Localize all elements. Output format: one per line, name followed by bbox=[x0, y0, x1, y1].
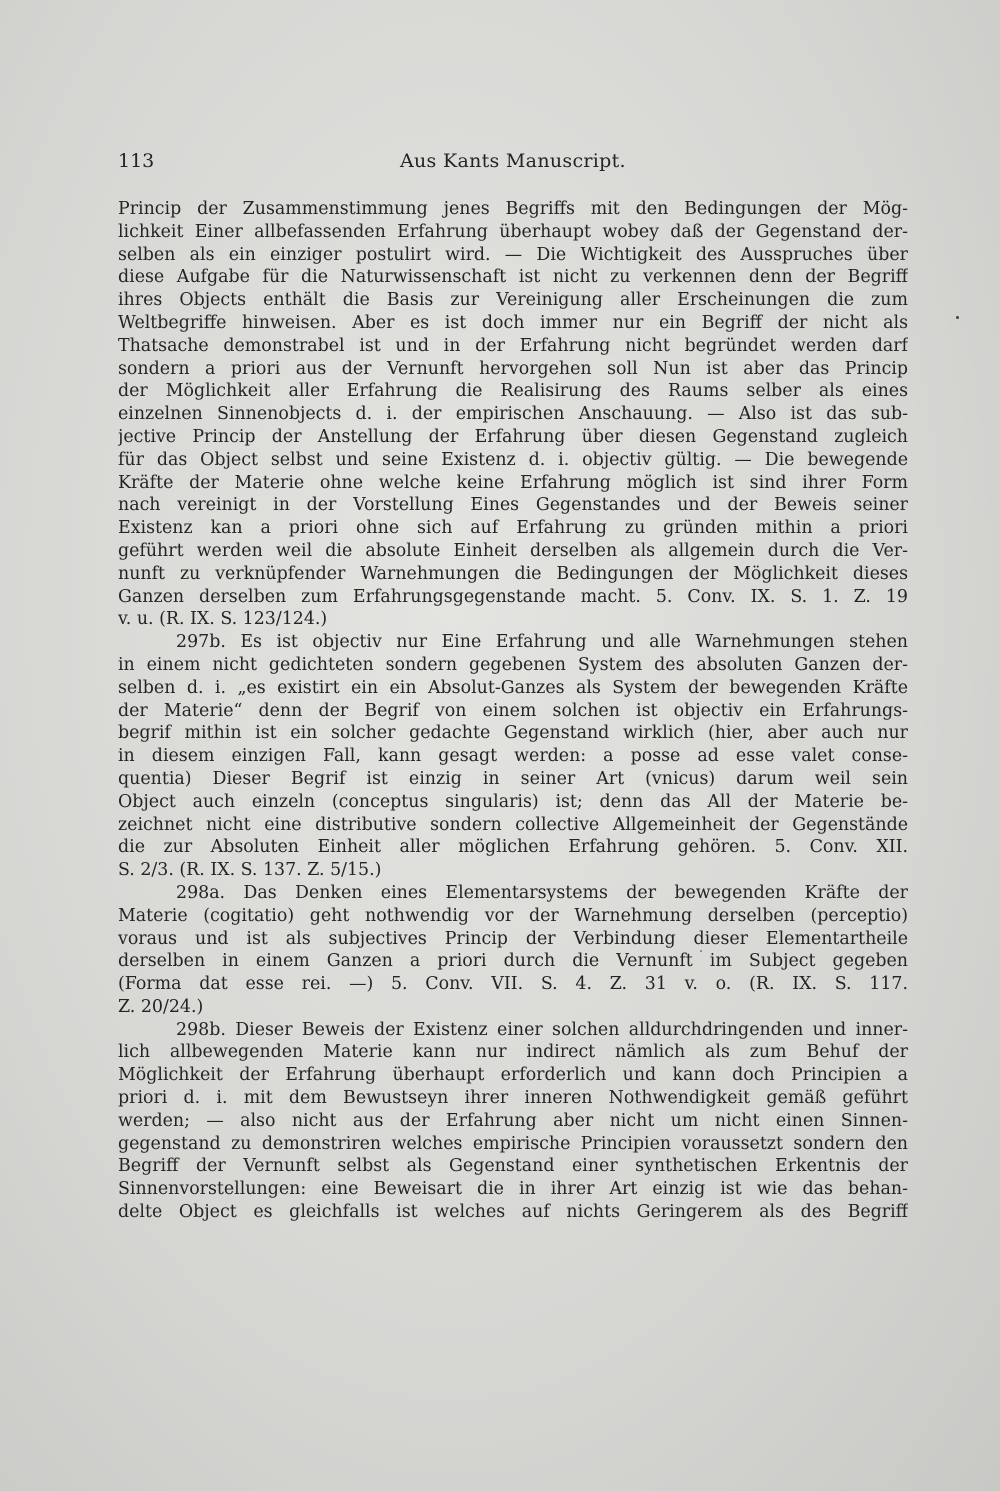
text-line: (Forma dat esse rei. —) 5. Conv. VII. S. 4. Z. 31 v. o. (R. IX. S. 117. bbox=[118, 974, 908, 995]
paragraph-start-298b: 298b. Dieser Beweis der Existenz einer solchen alldurchdringenden und inner- bbox=[176, 1019, 908, 1040]
text-line: selben als ein einziger postulirt wird. — Die Wichtigkeit des Ausspruches über bbox=[118, 244, 908, 265]
text-line: Ganzen derselben zum Erfahrungsgegenstande macht. 5. Conv. IX. S. 1. Z. 19 bbox=[118, 586, 908, 607]
text-line: v. u. (R. IX. S. 123/124.) bbox=[118, 609, 328, 630]
text-line: Materie (cogitatio) geht nothwendig vor der Warnehmung derselben (perceptio) bbox=[118, 905, 908, 926]
text-line: werden; — also nicht aus der Erfahrung aber nicht um nicht einen Sinnen- bbox=[118, 1110, 908, 1131]
page-number: 113 bbox=[118, 150, 155, 172]
text-line: S. 2/3. (R. IX. S. 137. Z. 5/15.) bbox=[118, 860, 382, 881]
text-line: Object auch einzeln (conceptus singularis) ist; denn das All der Materie be- bbox=[118, 791, 908, 812]
text-line: jective Princip der Anstellung der Erfahrung über diesen Gegenstand zugleich bbox=[118, 426, 908, 447]
paragraph-start-298a: 298a. Das Denken eines Elementarsystems der bewegenden Kräfte der bbox=[176, 882, 908, 903]
page-header bbox=[118, 150, 908, 180]
paragraph-start-297b: 297b. Es ist objectiv nur Eine Erfahrung und alle Warnehmungen stehen bbox=[176, 632, 908, 653]
text-line: gegenstand zu demonstriren welches empirische Principien voraussetzt sondern den bbox=[118, 1133, 908, 1154]
text-line: geführt werden weil die absolute Einheit derselben als allgemein durch die Ver- bbox=[118, 540, 908, 561]
text-line: die zur Absoluten Einheit aller möglichen Erfahrung gehören. 5. Conv. XII. bbox=[118, 837, 908, 858]
text-line: in diesem einzigen Fall, kann gesagt werden: a posse ad esse valet conse- bbox=[118, 746, 908, 767]
text-line: Sinnenvorstellungen: eine Beweisart die in ihrer Art einzig ist wie das behan- bbox=[118, 1179, 908, 1200]
text-line: lich allbewegenden Materie kann nur indirect nämlich als zum Behuf der bbox=[118, 1042, 908, 1063]
text-line: priori d. i. mit dem Bewustseyn ihrer inneren Nothwendigkeit gemäß geführt bbox=[118, 1088, 908, 1109]
text-line: der Materie“ denn der Begrif von einem solchen ist objectiv ein Erfahrungs- bbox=[118, 700, 908, 721]
text-line: in einem nicht gedichteten sondern gegebenen System des absoluten Ganzen der- bbox=[118, 654, 908, 675]
text-line: für das Object selbst und seine Existenz d. i. objectiv gültig. — Die bewegende bbox=[118, 449, 908, 470]
text-line: ihres Objects enthält die Basis zur Vereinigung aller Erscheinungen die zum bbox=[118, 290, 908, 311]
text-line: Kräfte der Materie ohne welche keine Erfahrung möglich ist sind ihrer Form bbox=[118, 472, 908, 493]
text-line: sondern a priori aus der Vernunft hervorgehen soll Nun ist aber das Princip bbox=[118, 358, 908, 379]
text-line: delte Object es gleichfalls ist welches auf nichts Geringerem als des Begriff bbox=[118, 1202, 908, 1223]
running-head: Aus Kants Manuscript. bbox=[400, 150, 626, 172]
text-line: Begriff der Vernunft selbst als Gegenstand einer synthetischen Erkentnis der bbox=[118, 1156, 908, 1177]
text-line: Weltbegriffe hinweisen. Aber es ist doch immer nur ein Begriff der nicht als bbox=[118, 312, 908, 333]
text-line: selben d. i. „es existirt ein ein Absolut-Ganzes als System der bewegenden Kräfte bbox=[118, 677, 908, 698]
text-line: nunft zu verknüpfender Warnehmungen die Bedingungen der Möglichkeit dieses bbox=[118, 563, 908, 584]
text-line: Thatsache demonstrabel ist und in der Erfahrung nicht begründet werden darf bbox=[118, 335, 908, 356]
text-line: diese Aufgabe für die Naturwissenschaft ist nicht zu verkennen denn der Begriff bbox=[118, 267, 908, 288]
margin-mark bbox=[956, 316, 959, 319]
text-line: quentia) Dieser Begrif ist einzig in seiner Art (vnicus) darum weil sein bbox=[118, 768, 908, 789]
text-line: voraus und ist als subjectives Princip der Verbindung dieser Elementartheile bbox=[118, 928, 908, 949]
text-line: nach vereinigt in der Vorstellung Eines Gegenstandes und der Beweis seiner bbox=[118, 495, 908, 516]
text-line: Princip der Zusammenstimmung jenes Begriffs mit den Bedingungen der Mög- bbox=[118, 199, 908, 219]
text-line: zeichnet nicht eine distributive sondern collective Allgemeinheit der Gegenstände bbox=[118, 814, 908, 835]
text-line: lichkeit Einer allbefassenden Erfahrung überhaupt wobey daß der Gegenstand der- bbox=[118, 221, 908, 242]
text-line: begrif mithin ist ein solcher gedachte Gegenstand wirklich (hier, aber auch nur bbox=[118, 723, 908, 744]
text-line: Möglichkeit der Erfahrung überhaupt erforderlich und kann doch Principien a bbox=[118, 1065, 908, 1086]
text-line: Existenz kan a priori ohne sich auf Erfahrung zu gründen mithin a priori bbox=[118, 518, 908, 539]
text-line: der Möglichkeit aller Erfahrung die Realisirung des Raums selber als eines bbox=[118, 381, 908, 402]
text-line: einzelnen Sinnenobjects d. i. der empirischen Anschauung. — Also ist das sub- bbox=[118, 404, 908, 425]
body-text bbox=[118, 198, 908, 1224]
text-line: derselben in einem Ganzen a priori durch die Vernunft im Subject gegeben bbox=[118, 951, 908, 972]
text-line: Z. 20/24.) bbox=[118, 996, 204, 1017]
